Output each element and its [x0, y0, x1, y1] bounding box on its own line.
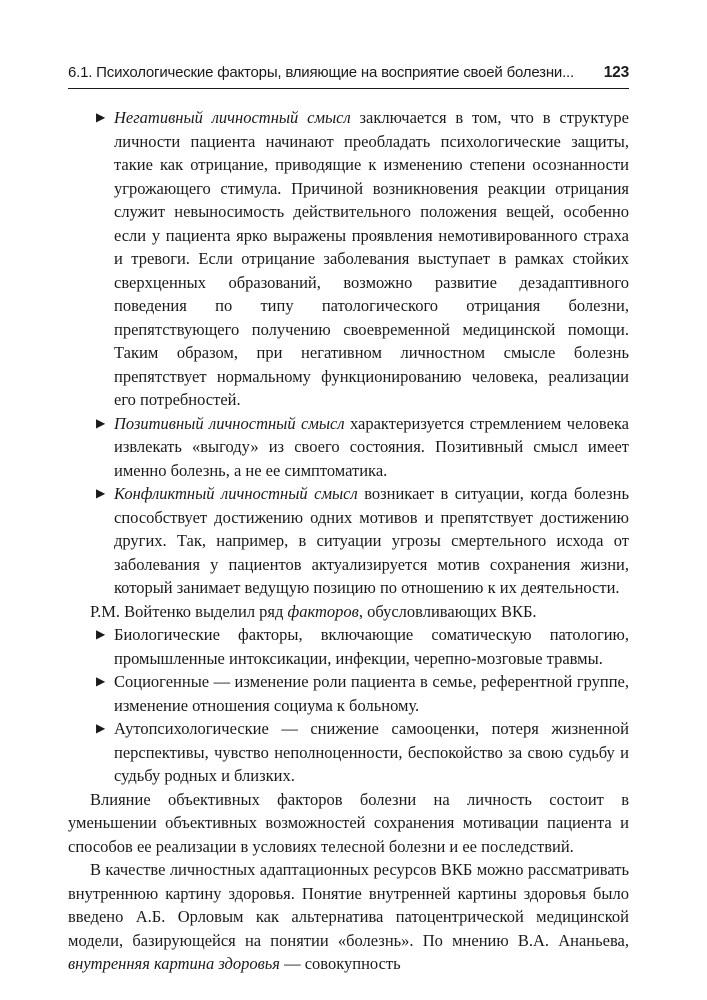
bullet-arrow-icon: ▶: [96, 627, 106, 641]
bullet-text: Биологические факторы, включающие соматическую патологию, промышленные интоксикации, инфекции, черепно-мозговые травмы.: [114, 625, 629, 668]
body-text: [68, 106, 630, 976]
bullet-biological: [90, 623, 629, 670]
bullet-positive-meaning: [90, 412, 629, 483]
term-factors: факторов: [287, 601, 359, 621]
factors-intro: Р.М. Войтенко выделил ряд факторов, обусловливающих ВКБ.: [90, 601, 537, 621]
bullet-text: Социогенные — изменение роли пациента в семье, референтной группе, изменение отношения социума к больному.: [114, 672, 629, 715]
term-health-picture: внутренняя картина здоровья: [68, 954, 280, 973]
header-title: 6.1. Психологические факторы, влияющие на восприятие своей болезни...: [68, 64, 574, 81]
term-negative: Негативный личностный смысл: [114, 108, 351, 127]
bullet-arrow-icon: ▶: [96, 486, 106, 500]
paragraph-objective-factors: Влияние объективных факторов болезни на личность состоит в уменьшении объективных возможностей сохранения мотивации пациента и способов ее реализации в условиях телесной болезни и ее последствий.: [68, 789, 629, 856]
page-number: 123: [603, 64, 629, 81]
bullet-text: заключается в том, что в структуре личности пациента начинают преобладать психологические защиты, такие как отрицание, приводящие к изменению степени осознанности угрожающего стимула. Причиной возникновения реакции отрицания служит невыносимость действительного положения вещей, особенно если у пациента ярко выражены проявления немотивированного страха и тревоги. Если отрицание заболевания выступает в рамках стойких сверхценных образований, возможно развитие дезадаптивного поведения по типу патологического отрицания болезни, препятствующего получению своевременной медицинской помощи. Таким образом, при негативном личностном смысле болезнь препятствует нормальному функционированию человека, реализации его потребностей.: [114, 108, 630, 409]
bullet-negative-meaning: [90, 106, 629, 412]
term-conflict: Конфликтный личностный смысл: [114, 484, 358, 503]
bullet-arrow-icon: ▶: [96, 110, 106, 124]
bullet-arrow-icon: ▶: [96, 674, 106, 688]
bullet-arrow-icon: ▶: [96, 721, 106, 735]
bullet-text: Аутопсихологические — снижение самооценки, потеря жизненной перспективы, чувство неполноценности, беспокойство за свою судьбу и судьбу родных и близких.: [114, 719, 629, 785]
bullet-conflict-meaning: [90, 482, 629, 600]
paragraph-health-picture: В качестве личностных адаптационных ресурсов ВКБ можно рассматривать внутреннюю картину здоровья. Понятие внутренней картины здоровья было введено А.Б. Орловым как альтернатива патоцентрической медицинской модели, базирующейся на понятии «болезнь». По мнению В.А. Ананьева, внутренняя картина здоровья — совокупность: [68, 860, 629, 973]
bullet-autopsychological: [90, 717, 629, 788]
running-header: [68, 64, 629, 89]
bullet-sociogenic: [90, 670, 629, 717]
bullet-arrow-icon: ▶: [96, 415, 106, 430]
bullet-text: возникает в ситуации, когда болезнь способствует достижению одних мотивов и препятствует достижению других. Так, например, в ситуации угрозы смертельного исхода от заболевания у пациентов актуализируется мотив сохранения жизни, который занимает ведущую позицию по отношению к их деятельности.: [114, 484, 630, 597]
term-positive: Позитивный личностный смысл: [114, 413, 345, 433]
bullet-text: характеризуется стремлением человека извлекать «выгоду» из своего состояния. Позитивный смысл имеет именно болезнь, а не ее симптоматика.: [114, 413, 629, 480]
